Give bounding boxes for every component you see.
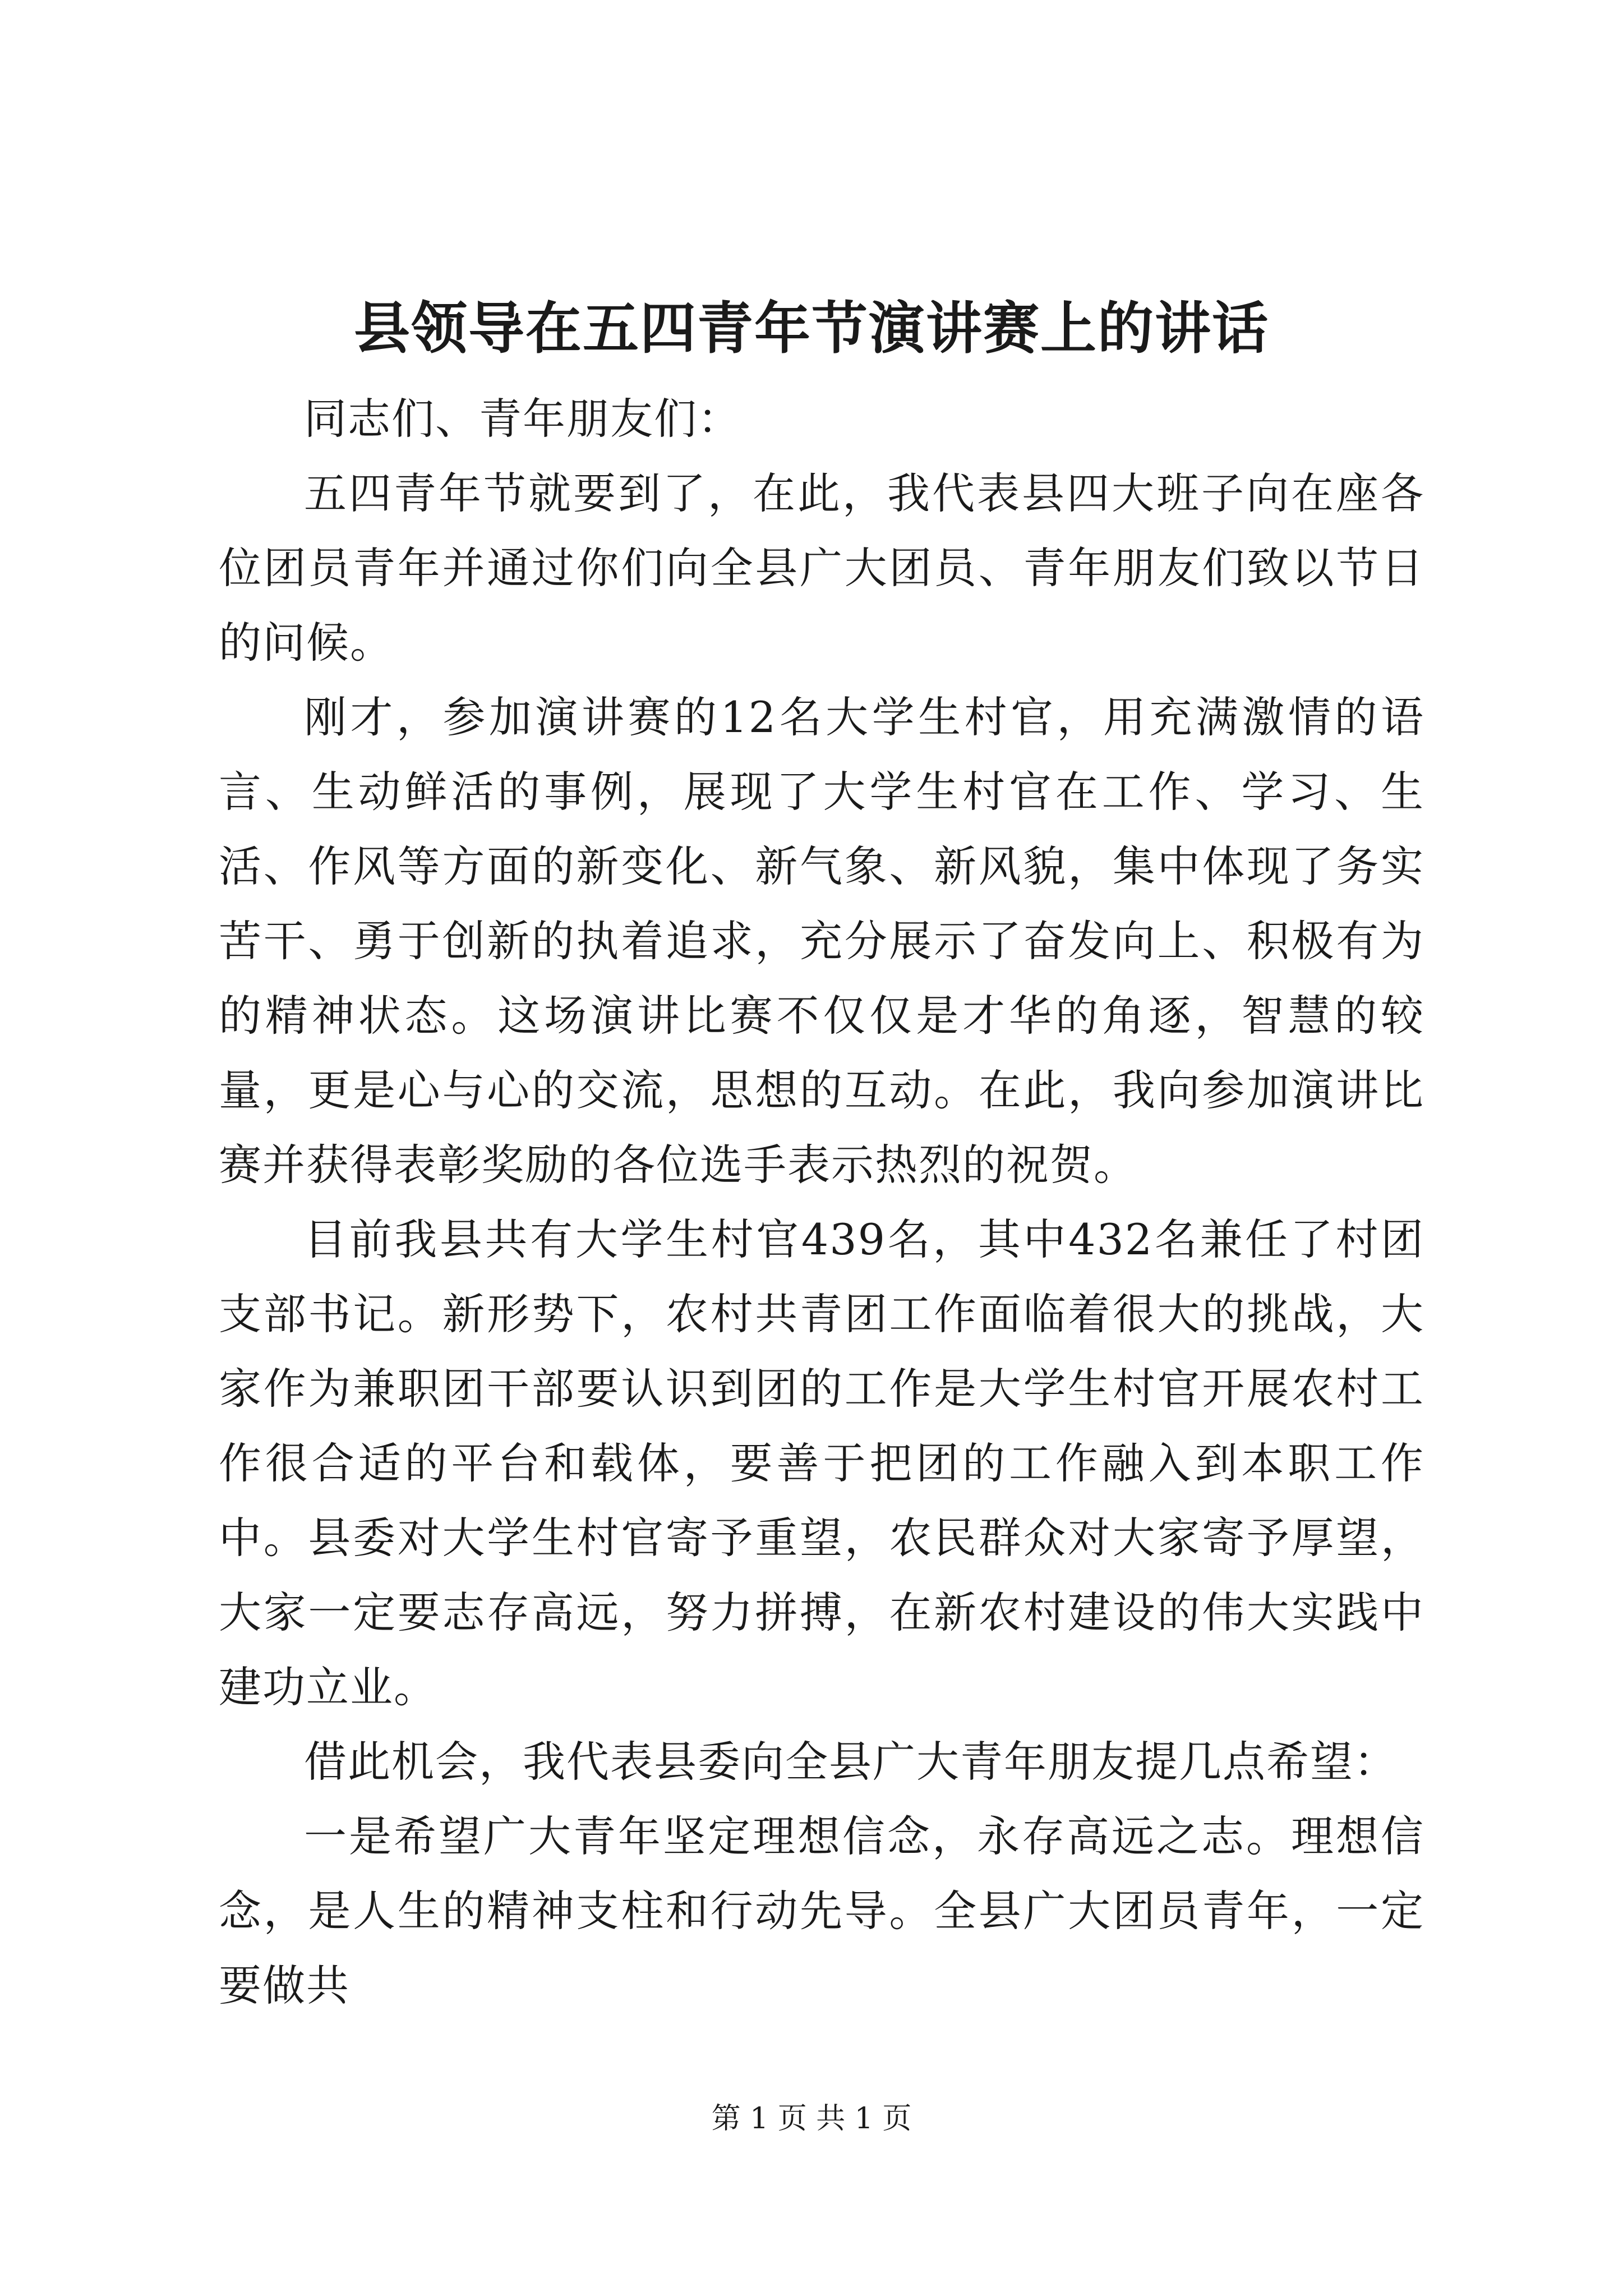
document-body [219,381,1424,2023]
paragraph: 一是希望广大青年坚定理想信念，永存高远之志。理想信念，是人生的精神支柱和行动先导。全县广大团员青年，一定要做共 [219,1811,1424,2010]
page-footer [0,2099,1623,2138]
paragraph: 刚才，参加演讲赛的12名大学生村官，用充满激情的语言、生动鲜活的事例，展现了大学生村官在工作、学习、生活、作风等方面的新变化、新气象、新风貌，集中体现了务实苦干、勇于创新的执着追求，充分展示了奋发向上、积极有为的精神状态。这场演讲比赛不仅仅是才华的角逐，智慧的较量，更是心与心的交流，思想的互动。在此，我向参加演讲比赛并获得表彰奖励的各位选手表示热烈的祝贺。 [219,692,1424,1190]
paragraph-salutation: 同志们、青年朋友们： [304,394,741,444]
page-number-label: 第 1 页 共 1 页 [711,2102,912,2136]
document-title: 县领导在五四青年节演讲赛上的讲话 [354,295,1269,361]
paragraph: 五四青年节就要到了，在此，我代表县四大班子向在座各位团员青年并通过你们向全县广大团员、青年朋友们致以节日的问候。 [219,468,1424,668]
paragraph: 借此机会，我代表县委向全县广大青年朋友提几点希望： [304,1737,1398,1787]
paragraph: 目前我县共有大学生村官439名，其中432名兼任了村团支部书记。新形势下，农村共青团工作面临着很大的挑战，大家作为兼职团干部要认识到团的工作是大学生村官开展农村工作很合适的平台和载体，要善于把团的工作融入到本职工作中。县委对大学生村官寄予重望，农民群众对大家寄予厚望，大家一定要志存高远，努力拼搏，在新农村建设的伟大实践中建功立业。 [219,1214,1424,1712]
